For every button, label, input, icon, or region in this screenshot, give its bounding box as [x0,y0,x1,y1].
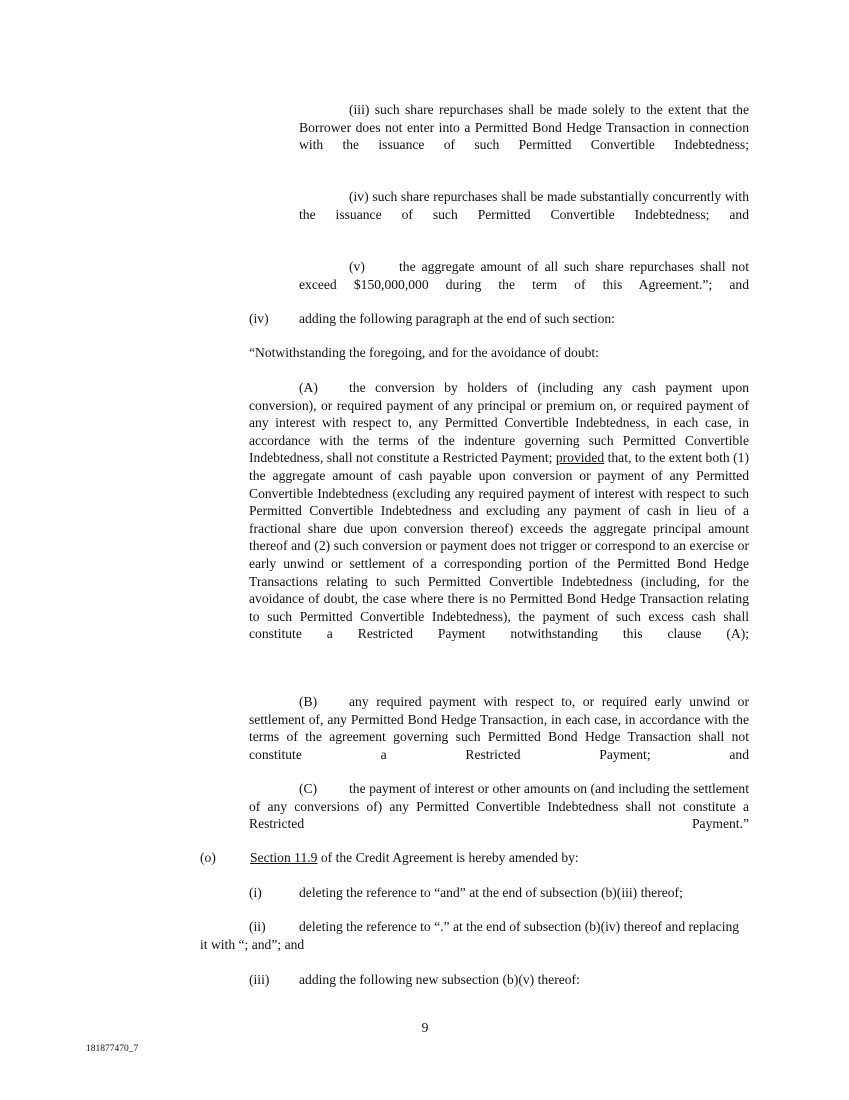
document-id: 181877470_7 [86,1044,139,1054]
o-ii-paragraph [200,918,749,953]
section-11-9-reference: Section 11.9 [250,850,318,865]
section-o-text: of the Credit Agreement is hereby amended by: [320,850,579,865]
o-iii-paragraph [249,971,769,989]
o-i-text: deleting the reference to “and” at the end of subsection (b)(iii) thereof; [299,885,683,900]
item-iv-label: (iv) [249,311,269,326]
o-ii-label: (ii) [249,919,266,934]
clause-iv-sub-text: such share repurchases shall be made substantially concurrently with the issuance of such Permitted Convertible Indebtedness; and [299,189,750,222]
para-b-label: (B) [299,694,318,709]
para-a-text-before: the conversion by holders of (including any cash payment upon conversion), or required payment of any principal or premium on, or required payment of any interest with respect to, any Permitted Convertible Indebtedness, in each case, in accordance with the terms of the indenture governing such Permitted Convertible Indebtedness, shall not constitute a Restricted Payment; [249,380,749,466]
o-i-paragraph [249,884,769,902]
o-i-label: (i) [249,885,262,900]
para-b-text: any required payment with respect to, or required early unwind or settlement of, any Permitted Bond Hedge Transaction, in each case, in accordance with the terms of the agreement governing such Permitted Bond Hedge Transaction shall not constitute a Restricted Payment; and [249,694,749,762]
o-iii-text: adding the following new subsection (b)(v) thereof: [299,972,580,987]
clause-iv-sub-label: (iv) [349,189,369,204]
clause-v-label: (v) [349,259,365,274]
section-o-paragraph [200,849,760,867]
clause-v-paragraph [299,258,749,311]
para-b [249,693,749,781]
para-a-label: (A) [299,380,318,395]
clause-iii-label: (iii) [349,102,370,117]
item-iv-paragraph [249,310,749,328]
para-c-label: (C) [299,781,318,796]
section-o-label: (o) [200,850,216,865]
o-iii-label: (iii) [249,972,270,987]
clause-iii-text: such share repurchases shall be made solely to the extent that the Borrower does not enter into a Permitted Bond Hedge Transaction in connection with the issuance of such Permitted Convertible Indebtedness; [299,102,749,153]
clause-iii-paragraph [299,101,749,171]
item-iv-text: adding the following paragraph at the end of such section: [299,311,615,326]
para-c-text: the payment of interest or other amounts on (and including the settlement of any conversions of) any Permitted Convertible Indebtedness shall not constitute a Restricted Payment.” [249,781,749,832]
provided-term: provided [555,450,605,466]
o-ii-text: deleting the reference to “.” at the end of subsection (b)(iv) thereof and replacing it with “; and”; and [200,919,740,952]
para-a [249,379,749,661]
clause-v-text: the aggregate amount of all such share repurchases shall not exceed $150,000,000 during the term of this Agreement.”; and [299,259,749,292]
page-number: 9 [421,1020,429,1035]
para-c [249,780,749,850]
notwithstanding-paragraph: “Notwithstanding the foregoing, and for the avoidance of doubt: [249,345,599,360]
clause-iv-sub-paragraph [299,188,749,241]
para-a-text-after: that, to the extent both (1) the aggregate amount of cash payable upon conversion or payment of any Permitted Convertible Indebtedness (excluding any required payment of interest with respect to such Permitted Convertible Indebtedness and excluding any payment of cash in lieu of a fractional share due upon conversion thereof) exceeds the aggregate principal amount thereof and (2) such conversion or payment does not trigger or correspond to an exercise or early unwind or settlement of a corresponding portion of the Permitted Bond Hedge Transactions relating to such Permitted Convertible Indebtedness (including, for the avoidance of doubt, the case where there is no Permitted Bond Hedge Transaction relating to such Permitted Convertible Indebtedness), the payment of such excess cash shall constitute a Restricted Payment notwithstanding this clause (A); [249,450,749,642]
